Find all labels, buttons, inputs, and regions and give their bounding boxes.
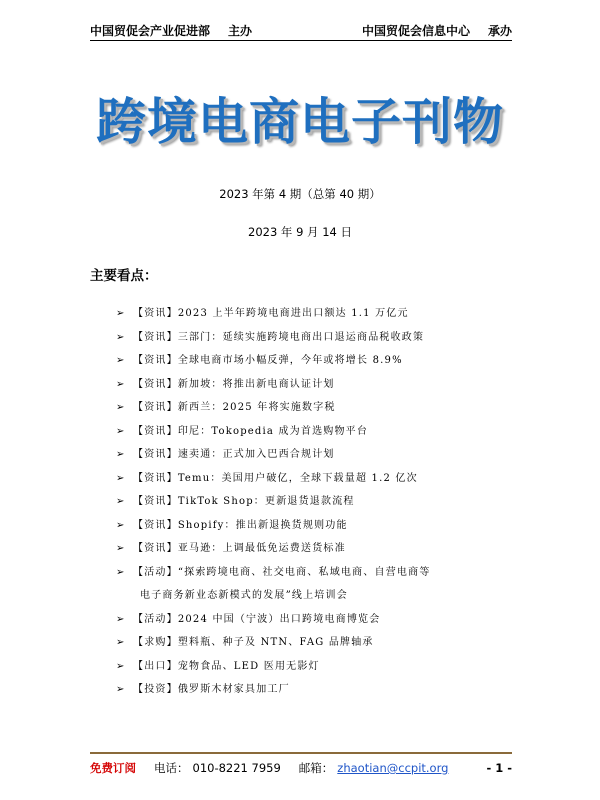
arrow-bullet-icon: ➢ bbox=[116, 543, 126, 554]
item-tag: 【资讯】 bbox=[133, 378, 178, 390]
arrow-bullet-icon: ➢ bbox=[116, 355, 126, 366]
header-organizer-role: 主办 bbox=[228, 23, 253, 38]
item-tag: 【资讯】 bbox=[133, 425, 178, 437]
item-tag: 【活动】 bbox=[133, 613, 178, 625]
arrow-bullet-icon: ➢ bbox=[116, 449, 126, 460]
arrow-bullet-icon: ➢ bbox=[116, 613, 126, 625]
header-divider bbox=[90, 40, 512, 41]
arrow-bullet-icon: ➢ bbox=[116, 378, 126, 390]
item-tag: 【求购】 bbox=[133, 637, 178, 648]
item-text: 速卖通：正式加入巴西合规计划 bbox=[177, 449, 335, 460]
email-link[interactable]: zhaotian@ccpit.org bbox=[337, 761, 449, 775]
phone-number: 010-8221 7959 bbox=[192, 761, 281, 775]
item-text-continued: 电子商务新业态新模式的发展”线上培训会 bbox=[140, 590, 348, 601]
item-tag: 【投资】 bbox=[133, 684, 178, 695]
header-organizer bbox=[90, 22, 252, 39]
item-tag: 【资讯】 bbox=[133, 472, 178, 484]
list-item[interactable] bbox=[116, 537, 516, 561]
list-item[interactable] bbox=[116, 443, 516, 467]
list-item[interactable] bbox=[116, 561, 516, 608]
item-tag: 【活动】 bbox=[133, 566, 178, 578]
item-text: 亚马逊：上调最低免运费送货标准 bbox=[177, 543, 346, 554]
header-undertaker bbox=[362, 22, 512, 39]
arrow-bullet-icon: ➢ bbox=[116, 566, 126, 578]
item-tag: 【资讯】 bbox=[133, 496, 178, 507]
list-item[interactable] bbox=[116, 631, 516, 655]
list-item[interactable] bbox=[116, 326, 516, 350]
list-item[interactable] bbox=[116, 514, 516, 538]
arrow-bullet-icon: ➢ bbox=[116, 684, 126, 695]
arrow-bullet-icon: ➢ bbox=[116, 425, 126, 437]
item-text: Shopify：推出新退换货规则功能 bbox=[177, 519, 348, 531]
arrow-bullet-icon: ➢ bbox=[116, 519, 126, 531]
item-text: “探索跨境电商、社交电商、私域电商、自营电商等 bbox=[177, 566, 431, 578]
item-text: Temu：美国用户破亿，全球下载量超 1.2 亿次 bbox=[177, 472, 418, 484]
free-subscribe-label: 免费订阅 bbox=[90, 761, 136, 775]
arrow-bullet-icon: ➢ bbox=[116, 402, 126, 413]
list-item[interactable] bbox=[116, 373, 516, 397]
footer-divider bbox=[90, 752, 512, 754]
list-item[interactable] bbox=[116, 655, 516, 679]
item-text: 2024 中国（宁波）出口跨境电商博览会 bbox=[177, 613, 381, 625]
arrow-bullet-icon: ➢ bbox=[116, 308, 126, 319]
issue-date: 2023 年 9 月 14 日 bbox=[248, 225, 352, 239]
item-text: 新加坡：将推出新电商认证计划 bbox=[177, 378, 335, 390]
item-text: 塑料瓶、种子及 NTN、FAG 品牌轴承 bbox=[177, 637, 374, 648]
header-undertaker-role: 承办 bbox=[487, 23, 512, 38]
item-tag: 【资讯】 bbox=[133, 402, 178, 413]
list-item[interactable] bbox=[116, 678, 516, 702]
item-text: 印尼：Tokopedia 成为首选购物平台 bbox=[177, 425, 369, 437]
list-item[interactable] bbox=[116, 302, 516, 326]
item-text: 全球电商市场小幅反弹，今年或将增长 8.9% bbox=[177, 355, 403, 366]
item-text: 俄罗斯木材家具加工厂 bbox=[177, 684, 290, 695]
page-header bbox=[90, 20, 512, 40]
arrow-bullet-icon: ➢ bbox=[116, 331, 126, 343]
item-tag: 【资讯】 bbox=[133, 449, 178, 460]
list-item[interactable] bbox=[116, 420, 516, 444]
page-number: - 1 - bbox=[486, 761, 512, 775]
list-item[interactable] bbox=[116, 396, 516, 420]
item-tag: 【资讯】 bbox=[133, 331, 178, 343]
email-label: 邮箱： bbox=[298, 761, 334, 775]
item-text: 宠物食品、LED 医用无影灯 bbox=[177, 660, 320, 672]
item-text: 三部门：延续实施跨境电商出口退运商品税收政策 bbox=[177, 331, 425, 343]
item-text: TikTok Shop：更新退货退款流程 bbox=[177, 496, 355, 507]
list-item[interactable] bbox=[116, 349, 516, 373]
highlights-heading: 主要看点： bbox=[90, 268, 158, 284]
item-tag: 【资讯】 bbox=[133, 355, 178, 366]
phone-label: 电话： bbox=[154, 761, 189, 775]
list-item[interactable] bbox=[116, 467, 516, 491]
page-footer bbox=[90, 760, 512, 776]
list-item[interactable] bbox=[116, 608, 516, 632]
highlights-list bbox=[116, 302, 516, 702]
arrow-bullet-icon: ➢ bbox=[116, 472, 126, 484]
item-tag: 【资讯】 bbox=[133, 543, 178, 554]
header-undertaker-name: 中国贸促会信息中心 bbox=[361, 23, 470, 38]
list-item[interactable] bbox=[116, 490, 516, 514]
item-tag: 【资讯】 bbox=[133, 519, 178, 531]
item-tag: 【出口】 bbox=[133, 660, 178, 672]
item-text: 2023 上半年跨境电商进出口额达 1.1 万亿元 bbox=[177, 308, 409, 319]
arrow-bullet-icon: ➢ bbox=[116, 660, 126, 672]
issue-number: 2023 年第 4 期（总第 40 期） bbox=[219, 187, 381, 201]
item-tag: 【资讯】 bbox=[133, 308, 178, 319]
publication-title: 跨境电商电子刊物 bbox=[96, 93, 504, 151]
arrow-bullet-icon: ➢ bbox=[116, 496, 126, 507]
header-organizer-name: 中国贸促会产业促进部 bbox=[90, 23, 211, 38]
item-text: 新西兰：2025 年将实施数字税 bbox=[177, 402, 336, 413]
arrow-bullet-icon: ➢ bbox=[116, 637, 126, 648]
